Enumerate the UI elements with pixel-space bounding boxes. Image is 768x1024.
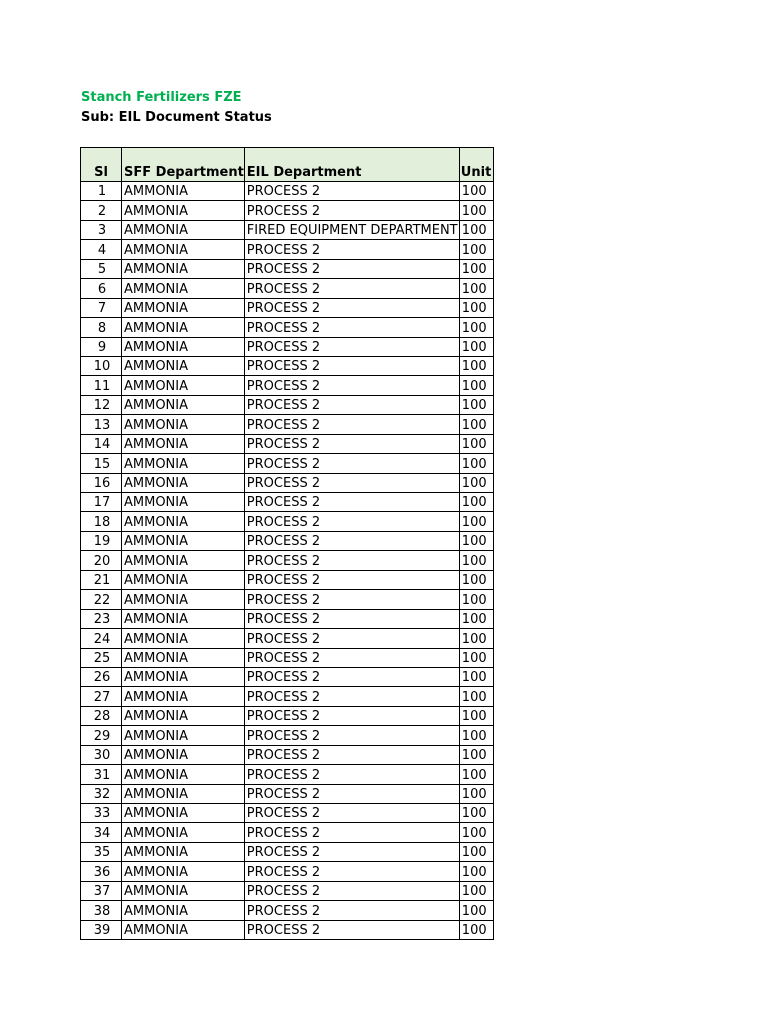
cell-eil-department: PROCESS 2: [244, 590, 459, 609]
cell-sl: 5: [81, 259, 122, 278]
cell-unit: 100: [459, 765, 493, 784]
table-row: [81, 667, 494, 686]
cell-sl: 25: [81, 648, 122, 667]
cell-eil-department: PROCESS 2: [244, 901, 459, 920]
cell-sl: 39: [81, 920, 122, 939]
company-name: Stanch Fertilizers FZE: [81, 90, 242, 105]
cell-sl: 9: [81, 337, 122, 356]
cell-unit: 100: [459, 279, 493, 298]
cell-sff-department: AMMONIA: [122, 590, 245, 609]
cell-unit: 100: [459, 687, 493, 706]
cell-unit: 100: [459, 901, 493, 920]
cell-eil-department: PROCESS 2: [244, 531, 459, 550]
cell-eil-department: PROCESS 2: [244, 881, 459, 900]
table-row: [81, 220, 494, 239]
cell-sff-department: AMMONIA: [122, 726, 245, 745]
cell-sff-department: AMMONIA: [122, 706, 245, 725]
cell-eil-department: PROCESS 2: [244, 318, 459, 337]
cell-sff-department: AMMONIA: [122, 356, 245, 375]
cell-sff-department: AMMONIA: [122, 920, 245, 939]
table-body: [81, 182, 494, 940]
cell-eil-department: PROCESS 2: [244, 726, 459, 745]
cell-unit: 100: [459, 182, 493, 201]
cell-sff-department: AMMONIA: [122, 395, 245, 414]
cell-sl: 30: [81, 745, 122, 764]
cell-sff-department: AMMONIA: [122, 745, 245, 764]
cell-unit: 100: [459, 298, 493, 317]
cell-unit: 100: [459, 881, 493, 900]
cell-sff-department: AMMONIA: [122, 570, 245, 589]
cell-sff-department: AMMONIA: [122, 765, 245, 784]
cell-sff-department: AMMONIA: [122, 473, 245, 492]
table-row: [81, 609, 494, 628]
cell-unit: 100: [459, 493, 493, 512]
table-row: [81, 784, 494, 803]
document-subject: Sub: EIL Document Status: [81, 110, 272, 125]
cell-sff-department: AMMONIA: [122, 201, 245, 220]
table-row: [81, 259, 494, 278]
cell-sff-department: AMMONIA: [122, 337, 245, 356]
cell-unit: 100: [459, 337, 493, 356]
column-header-unit: Unit: [459, 148, 493, 182]
cell-eil-department: PROCESS 2: [244, 784, 459, 803]
cell-eil-department: PROCESS 2: [244, 376, 459, 395]
cell-unit: 100: [459, 570, 493, 589]
header-row: [81, 148, 494, 182]
cell-unit: 100: [459, 862, 493, 881]
cell-eil-department: PROCESS 2: [244, 337, 459, 356]
cell-sff-department: AMMONIA: [122, 901, 245, 920]
cell-sl: 24: [81, 629, 122, 648]
cell-sl: 37: [81, 881, 122, 900]
cell-sl: 13: [81, 415, 122, 434]
cell-sff-department: AMMONIA: [122, 298, 245, 317]
cell-unit: 100: [459, 667, 493, 686]
cell-eil-department: PROCESS 2: [244, 182, 459, 201]
table-row: [81, 804, 494, 823]
cell-sff-department: AMMONIA: [122, 881, 245, 900]
cell-eil-department: PROCESS 2: [244, 473, 459, 492]
cell-sff-department: AMMONIA: [122, 823, 245, 842]
cell-unit: 100: [459, 726, 493, 745]
cell-sl: 4: [81, 240, 122, 259]
table-row: [81, 395, 494, 414]
table-row: [81, 356, 494, 375]
cell-eil-department: PROCESS 2: [244, 629, 459, 648]
cell-sff-department: AMMONIA: [122, 648, 245, 667]
cell-sff-department: AMMONIA: [122, 784, 245, 803]
table-row: [81, 279, 494, 298]
cell-sl: 23: [81, 609, 122, 628]
cell-unit: 100: [459, 804, 493, 823]
table-row: [81, 765, 494, 784]
table-row: [81, 454, 494, 473]
cell-sff-department: AMMONIA: [122, 842, 245, 861]
column-header-sff-department: SFF Department: [122, 148, 245, 182]
document-status-table: [80, 147, 494, 940]
cell-sl: 38: [81, 901, 122, 920]
cell-sl: 14: [81, 434, 122, 453]
cell-eil-department: PROCESS 2: [244, 551, 459, 570]
cell-sl: 21: [81, 570, 122, 589]
cell-sl: 8: [81, 318, 122, 337]
cell-sff-department: AMMONIA: [122, 182, 245, 201]
cell-unit: 100: [459, 551, 493, 570]
cell-eil-department: PROCESS 2: [244, 745, 459, 764]
cell-sl: 36: [81, 862, 122, 881]
cell-sff-department: AMMONIA: [122, 376, 245, 395]
cell-sl: 10: [81, 356, 122, 375]
cell-sl: 3: [81, 220, 122, 239]
cell-eil-department: PROCESS 2: [244, 823, 459, 842]
cell-sff-department: AMMONIA: [122, 454, 245, 473]
cell-sff-department: AMMONIA: [122, 318, 245, 337]
table-row: [81, 512, 494, 531]
cell-unit: 100: [459, 240, 493, 259]
cell-sff-department: AMMONIA: [122, 434, 245, 453]
table-row: [81, 881, 494, 900]
table-row: [81, 629, 494, 648]
cell-sff-department: AMMONIA: [122, 609, 245, 628]
cell-unit: 100: [459, 590, 493, 609]
cell-sl: 34: [81, 823, 122, 842]
table-row: [81, 726, 494, 745]
cell-sff-department: AMMONIA: [122, 531, 245, 550]
cell-sff-department: AMMONIA: [122, 259, 245, 278]
table-row: [81, 687, 494, 706]
column-header-eil-department: EIL Department: [244, 148, 459, 182]
table-row: [81, 337, 494, 356]
cell-eil-department: PROCESS 2: [244, 493, 459, 512]
cell-sl: 33: [81, 804, 122, 823]
column-header-sl: Sl: [81, 148, 122, 182]
cell-sl: 29: [81, 726, 122, 745]
table-row: [81, 298, 494, 317]
table-row: [81, 493, 494, 512]
cell-eil-department: PROCESS 2: [244, 356, 459, 375]
cell-sff-department: AMMONIA: [122, 667, 245, 686]
cell-sl: 20: [81, 551, 122, 570]
table-row: [81, 531, 494, 550]
cell-sl: 19: [81, 531, 122, 550]
cell-unit: 100: [459, 842, 493, 861]
cell-sff-department: AMMONIA: [122, 240, 245, 259]
cell-eil-department: PROCESS 2: [244, 765, 459, 784]
cell-sl: 7: [81, 298, 122, 317]
cell-eil-department: PROCESS 2: [244, 687, 459, 706]
table-row: [81, 182, 494, 201]
table-row: [81, 240, 494, 259]
table-row: [81, 473, 494, 492]
cell-sff-department: AMMONIA: [122, 279, 245, 298]
cell-unit: 100: [459, 648, 493, 667]
cell-eil-department: PROCESS 2: [244, 298, 459, 317]
cell-unit: 100: [459, 259, 493, 278]
cell-unit: 100: [459, 531, 493, 550]
table-row: [81, 706, 494, 725]
cell-sff-department: AMMONIA: [122, 862, 245, 881]
cell-unit: 100: [459, 823, 493, 842]
cell-sl: 1: [81, 182, 122, 201]
table-row: [81, 862, 494, 881]
cell-sl: 12: [81, 395, 122, 414]
cell-sff-department: AMMONIA: [122, 687, 245, 706]
cell-eil-department: PROCESS 2: [244, 648, 459, 667]
cell-eil-department: PROCESS 2: [244, 279, 459, 298]
cell-sl: 26: [81, 667, 122, 686]
cell-sff-department: AMMONIA: [122, 804, 245, 823]
table-header: [81, 148, 494, 182]
cell-unit: 100: [459, 745, 493, 764]
cell-sl: 31: [81, 765, 122, 784]
table-row: [81, 201, 494, 220]
cell-unit: 100: [459, 376, 493, 395]
table-row: [81, 745, 494, 764]
cell-unit: 100: [459, 512, 493, 531]
cell-sff-department: AMMONIA: [122, 220, 245, 239]
cell-sl: 6: [81, 279, 122, 298]
cell-unit: 100: [459, 784, 493, 803]
cell-sl: 22: [81, 590, 122, 609]
cell-sl: 28: [81, 706, 122, 725]
cell-unit: 100: [459, 220, 493, 239]
cell-unit: 100: [459, 609, 493, 628]
cell-unit: 100: [459, 920, 493, 939]
table-row: [81, 590, 494, 609]
cell-unit: 100: [459, 356, 493, 375]
table-row: [81, 648, 494, 667]
table-row: [81, 823, 494, 842]
table-row: [81, 901, 494, 920]
cell-eil-department: PROCESS 2: [244, 862, 459, 881]
cell-unit: 100: [459, 706, 493, 725]
cell-eil-department: PROCESS 2: [244, 609, 459, 628]
cell-eil-department: PROCESS 2: [244, 842, 459, 861]
cell-sl: 11: [81, 376, 122, 395]
cell-unit: 100: [459, 473, 493, 492]
table-row: [81, 920, 494, 939]
cell-eil-department: PROCESS 2: [244, 454, 459, 473]
cell-sff-department: AMMONIA: [122, 493, 245, 512]
cell-eil-department: PROCESS 2: [244, 570, 459, 589]
cell-sl: 16: [81, 473, 122, 492]
cell-sff-department: AMMONIA: [122, 551, 245, 570]
cell-eil-department: PROCESS 2: [244, 512, 459, 531]
cell-sff-department: AMMONIA: [122, 629, 245, 648]
cell-sff-department: AMMONIA: [122, 415, 245, 434]
cell-eil-department: PROCESS 2: [244, 259, 459, 278]
cell-unit: 100: [459, 201, 493, 220]
cell-eil-department: PROCESS 2: [244, 706, 459, 725]
cell-unit: 100: [459, 434, 493, 453]
table-row: [81, 551, 494, 570]
cell-eil-department: PROCESS 2: [244, 201, 459, 220]
cell-unit: 100: [459, 454, 493, 473]
cell-eil-department: PROCESS 2: [244, 395, 459, 414]
table-row: [81, 415, 494, 434]
cell-unit: 100: [459, 415, 493, 434]
cell-sl: 32: [81, 784, 122, 803]
cell-sl: 2: [81, 201, 122, 220]
table-row: [81, 570, 494, 589]
cell-sl: 35: [81, 842, 122, 861]
table-row: [81, 318, 494, 337]
cell-eil-department: PROCESS 2: [244, 240, 459, 259]
cell-eil-department: PROCESS 2: [244, 804, 459, 823]
table-row: [81, 842, 494, 861]
cell-eil-department: FIRED EQUIPMENT DEPARTMENT: [244, 220, 459, 239]
cell-sl: 17: [81, 493, 122, 512]
cell-unit: 100: [459, 629, 493, 648]
cell-sl: 18: [81, 512, 122, 531]
cell-eil-department: PROCESS 2: [244, 920, 459, 939]
cell-sl: 27: [81, 687, 122, 706]
cell-unit: 100: [459, 395, 493, 414]
cell-sff-department: AMMONIA: [122, 512, 245, 531]
cell-unit: 100: [459, 318, 493, 337]
table-row: [81, 434, 494, 453]
cell-sl: 15: [81, 454, 122, 473]
table-row: [81, 376, 494, 395]
cell-eil-department: PROCESS 2: [244, 667, 459, 686]
cell-eil-department: PROCESS 2: [244, 415, 459, 434]
cell-eil-department: PROCESS 2: [244, 434, 459, 453]
